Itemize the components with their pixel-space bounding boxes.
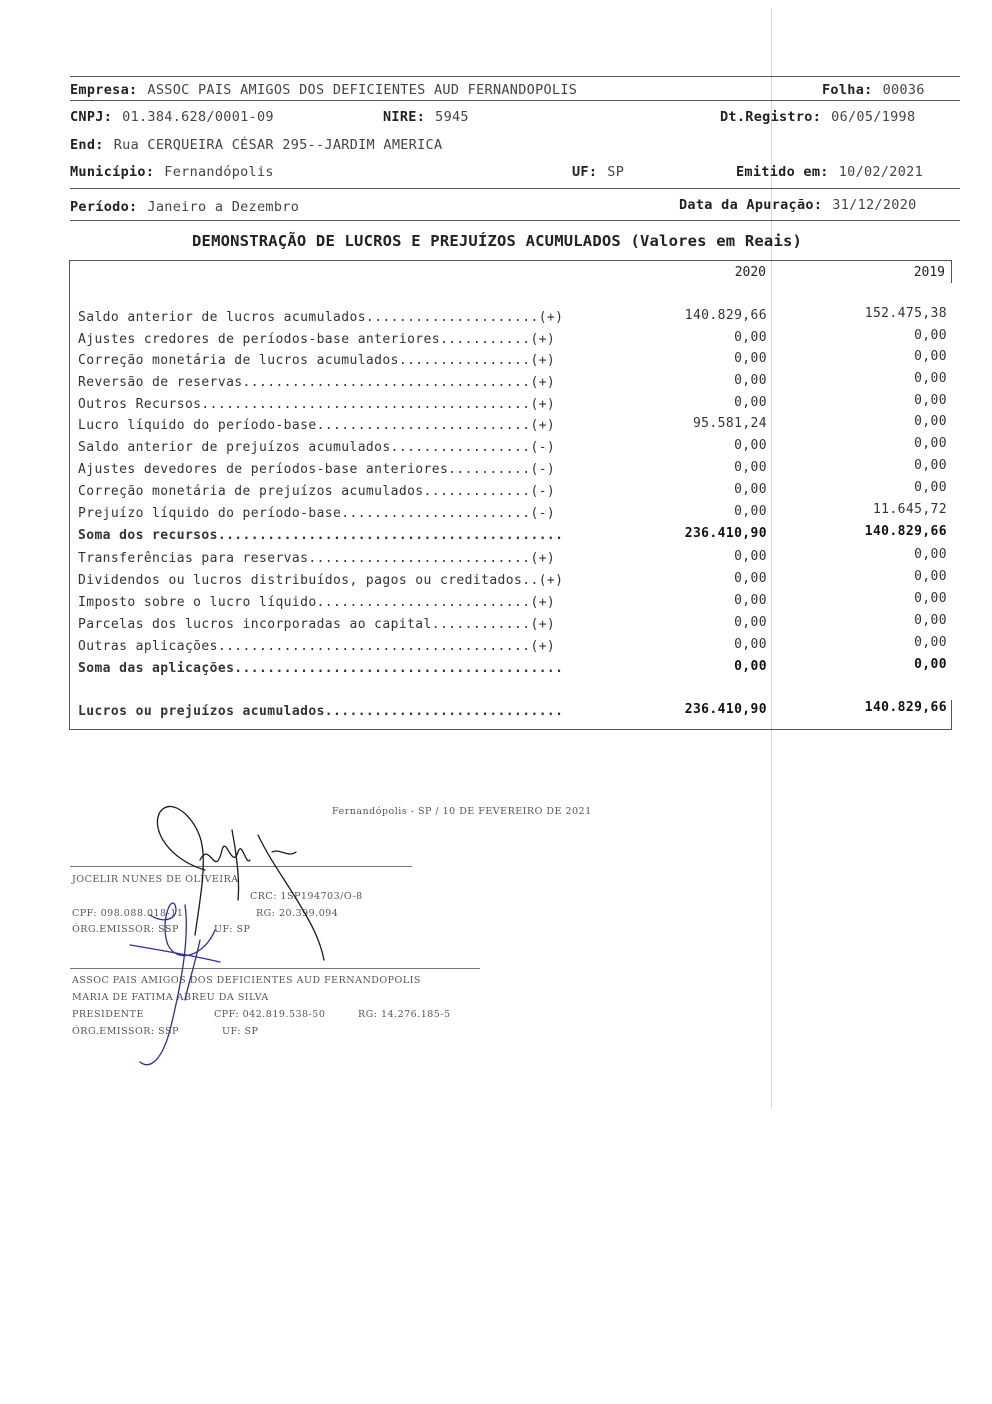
value-2020: 0,00 [734,373,767,388]
apuracao-label: Data da Apuração: [679,197,823,213]
value-2019: 0,00 [914,657,947,672]
value-2019: 0,00 [914,393,947,408]
accountant-crc: CRC: 1SP194703/O-8 [250,891,363,902]
municipio-label: Município: [70,164,155,180]
municipio-value: Fernandópolis [164,164,274,180]
row-description: Reversão de reservas...................................(+) [78,375,556,390]
uf-value: SP [607,164,625,180]
row-description: Transferências para reservas...........................(+) [78,551,556,566]
value-2019: 0,00 [914,591,947,606]
municipio-field [70,164,274,180]
emitido-field [736,164,923,180]
header-rule [70,220,960,221]
place-date: Fernandópolis - SP / 10 DE FEVEREIRO DE 2021 [332,806,592,817]
dt-registro-label: Dt.Registro: [720,109,822,125]
president-org: ÓRG.EMISSOR: SSP [72,1026,179,1037]
value-2020: 236.410,90 [684,702,767,717]
table-row [78,484,613,503]
row-description: Soma dos recursos.......................................... [78,528,564,543]
value-2020: 140.829,66 [684,308,767,323]
row-description: Prejuízo líquido do período-base.......................(-) [78,506,556,521]
table-row [78,332,613,351]
table-row [78,462,613,481]
row-description: Soma das aplicações........................................ [78,661,564,676]
cnpj-value: 01.384.628/0001-09 [122,109,274,125]
value-2019: 0,00 [914,458,947,473]
periodo-value: Janeiro a Dezembro [147,199,300,215]
table-row [78,704,613,723]
value-2020: 236.410,90 [684,526,767,541]
table-row [78,506,613,525]
row-description: Correção monetária de prejuízos acumulados.............(-) [78,484,556,499]
signature-line [70,866,412,867]
table-row [78,397,613,416]
signature-line [70,968,480,969]
value-2019: 0,00 [914,414,947,429]
folha-value: 00036 [882,82,925,98]
uf-label: UF: [572,164,598,180]
emitido-label: Emitido em: [736,164,829,180]
value-2019: 0,00 [914,436,947,451]
table-row [78,418,613,437]
president-uf: UF: SP [222,1026,259,1037]
folha-label: Folha: [822,82,873,98]
accountant-name: JOCELIR NUNES DE OLIVEIRA [72,874,239,885]
cnpj-field [70,109,274,125]
value-2020: 0,00 [734,330,767,345]
periodo-label: Período: [70,199,138,215]
nire-field [383,109,469,125]
value-2020: 0,00 [734,637,767,652]
dt-registro-field [720,109,915,125]
value-2020: 0,00 [734,549,767,564]
endereco-label: End: [70,137,104,153]
endereco-field [70,137,442,153]
table-row [78,661,613,680]
value-2019: 0,00 [914,349,947,364]
value-2019: 0,00 [914,371,947,386]
header-rule [70,188,960,189]
row-description: Saldo anterior de prejuízos acumulados.................(-) [78,440,556,455]
row-description: Imposto sobre o lucro líquido..........................(+) [78,595,556,610]
row-description: Outros Recursos........................................(+) [78,397,556,412]
table-row [78,353,613,372]
row-description: Outras aplicações......................................(+) [78,639,556,654]
value-2020: 0,00 [734,571,767,586]
value-2020: 0,00 [734,593,767,608]
president-name: MARIA DE FATIMA ABREU DA SILVA [72,992,269,1003]
empresa-field [70,82,577,98]
table-row [78,617,613,636]
table-border-right [951,260,952,283]
column-header-2019: 2019 [913,265,945,280]
table-row [78,595,613,614]
accountant-rg: RG: 20.399.094 [256,908,339,919]
value-2019: 0,00 [914,328,947,343]
nire-value: 5945 [435,109,469,125]
endereco-value: Rua CERQUEIRA CÉSAR 295--JARDIM AMERICA [113,137,443,153]
uf-field [572,164,624,180]
value-2020: 0,00 [734,351,767,366]
accountant-uf: UF: SP [214,924,251,935]
table-row [78,573,613,592]
entity-name: ASSOC PAIS AMIGOS DOS DEFICIENTES AUD FERNANDOPOLIS [72,975,421,986]
value-2019: 0,00 [914,569,947,584]
table-row [78,639,613,658]
column-header-2020: 2020 [734,265,766,280]
dt-registro-value: 06/05/1998 [831,109,916,125]
president-cpf: CPF: 042.819.538-50 [214,1009,326,1020]
table-row [78,528,613,547]
table-row [78,551,613,570]
nire-label: NIRE: [383,109,426,125]
accountant-cpf: CPF: 098.088.018-11 [72,908,184,919]
apuracao-value: 31/12/2020 [832,197,917,213]
row-description: Parcelas dos lucros incorporadas ao capital............(+) [78,617,556,632]
header-rule [70,100,960,101]
row-description: Ajustes credores de períodos-base anteriores...........(+) [78,332,556,347]
empresa-label: Empresa: [70,82,138,98]
row-description: Dividendos ou lucros distribuídos, pagos ou creditados..(+) [78,573,564,588]
row-description: Ajustes devedores de períodos-base anteriores..........(-) [78,462,556,477]
empresa-value: ASSOC PAIS AMIGOS DOS DEFICIENTES AUD FERNANDOPOLIS [147,82,578,98]
value-2020: 95.581,24 [692,416,767,431]
folha-field [822,82,925,98]
president-role: PRESIDENTE [72,1009,144,1020]
periodo-field [70,199,299,215]
cnpj-label: CNPJ: [70,109,113,125]
emitido-value: 10/02/2021 [838,164,923,180]
apuracao-field [679,197,917,213]
value-2019: 11.645,72 [872,502,947,517]
table-row [78,440,613,459]
value-2019: 140.829,66 [864,700,947,715]
value-2019: 0,00 [914,480,947,495]
value-2020: 0,00 [734,615,767,630]
value-2020: 0,00 [734,438,767,453]
document-title: DEMONSTRAÇÃO DE LUCROS E PREJUÍZOS ACUMULADOS (Valores em Reais) [192,232,803,250]
table-border-right [951,700,952,729]
value-2020: 0,00 [734,482,767,497]
row-description: Saldo anterior de lucros acumulados.....................(+) [78,310,564,325]
value-2020: 0,00 [734,395,767,410]
value-2019: 152.475,38 [864,306,947,321]
table-row [78,375,613,394]
value-2019: 0,00 [914,547,947,562]
value-2019: 0,00 [914,635,947,650]
row-description: Lucro líquido do período-base..........................(+) [78,418,556,433]
row-description: Correção monetária de lucros acumulados................(+) [78,353,556,368]
row-description: Lucros ou prejuízos acumulados............................. [78,704,564,719]
value-2019: 140.829,66 [864,524,947,539]
accountant-org: ÓRG.EMISSOR: SSP [72,924,179,935]
header-rule [70,76,960,77]
table-row [78,310,613,329]
president-rg: RG: 14.276.185-5 [358,1009,451,1020]
value-2020: 0,00 [734,460,767,475]
value-2020: 0,00 [734,659,767,674]
value-2019: 0,00 [914,613,947,628]
value-2020: 0,00 [734,504,767,519]
